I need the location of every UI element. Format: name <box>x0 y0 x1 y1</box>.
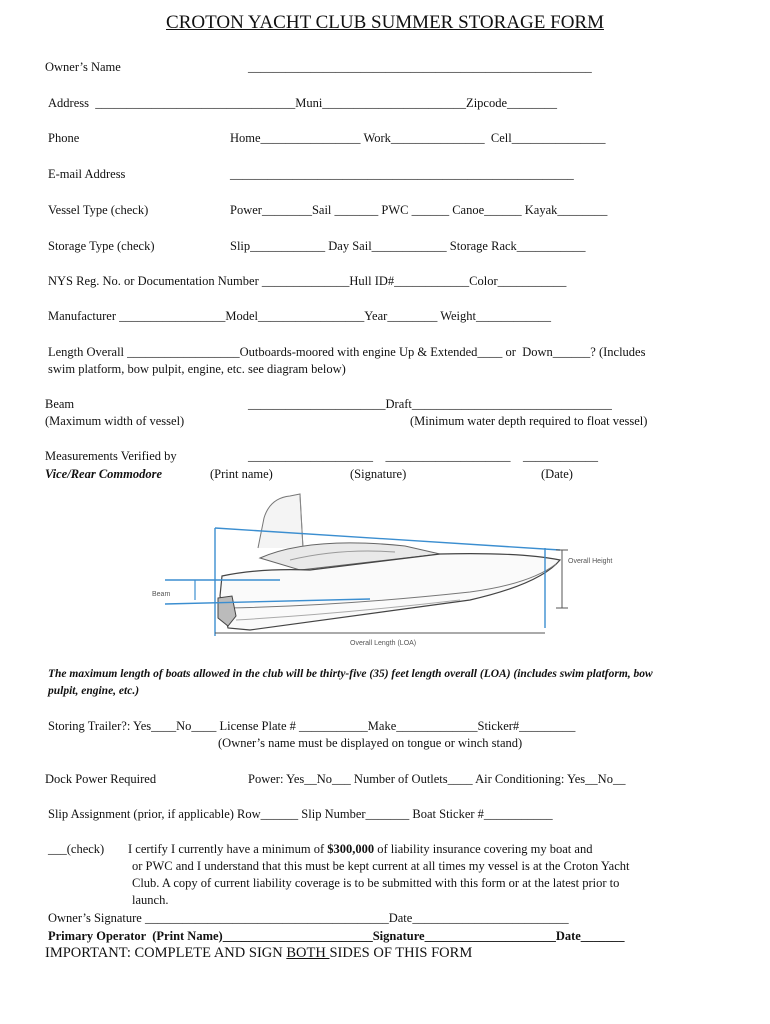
commodore-role: Vice/Rear Commodore <box>45 467 163 481</box>
manufacturer-line[interactable]: Manufacturer _________________Model_________________Year________ Weight____________ <box>48 309 552 323</box>
vessel-type-fields[interactable]: Power________Sail _______ PWC ______ Canoe______ Kayak________ <box>230 203 608 217</box>
owner-signature-line[interactable]: Owner’s Signature _______________________________________Date_________________________ <box>48 911 569 925</box>
beam-note: (Maximum width of vessel) <box>45 414 185 428</box>
boat-diagram <box>140 488 630 653</box>
length-overall-line[interactable]: Length Overall __________________Outboards-moored with engine Up & Extended____ or Down______? (Includes <box>48 345 646 359</box>
certify-line-2: or PWC and I understand that this must be kept current at all times my vessel is at the Croton Yacht <box>132 859 630 873</box>
beam-label: Beam <box>45 397 75 411</box>
address-line[interactable]: Address ________________________________Muni_______________________Zipcode________ <box>48 96 558 110</box>
owner-name-label: Owner’s Name <box>45 60 121 74</box>
certify-line-4: launch. <box>132 893 169 907</box>
trailer-note: (Owner’s name must be displayed on tongue or winch stand) <box>218 736 523 750</box>
print-name-caption: (Print name) <box>210 467 273 481</box>
phone-label: Phone <box>48 131 80 145</box>
email-field[interactable]: _______________________________________________________ <box>230 167 574 181</box>
draft-note: (Minimum water depth required to float vessel) <box>410 414 648 428</box>
measurements-label: Measurements Verified by <box>45 449 177 463</box>
overall-height-label: Overall Height <box>568 558 613 565</box>
phone-fields[interactable]: Home________________ Work_______________ Cell_______________ <box>230 131 606 145</box>
trailer-line[interactable]: Storing Trailer?: Yes____No____ License Plate # ___________Make_____________Sticker#_________ <box>48 719 576 733</box>
date-caption: (Date) <box>541 467 573 481</box>
dock-power-fields[interactable]: Power: Yes__No___ Number of Outlets____ Air Conditioning: Yes__No__ <box>248 772 626 786</box>
storage-type-label: Storage Type (check) <box>48 239 155 253</box>
hull <box>220 554 560 630</box>
certify-line-3: Club. A copy of current liability coverage is to be submitted with this form or at the latest prior to <box>132 876 620 890</box>
signature-caption: (Signature) <box>350 467 407 481</box>
overall-length-label: Overall Length (LOA) <box>350 640 417 647</box>
form-title: CROTON YACHT CLUB SUMMER STORAGE FORM <box>166 12 604 33</box>
beam-diagram-label: Beam <box>152 591 171 598</box>
radar-arch <box>258 494 303 548</box>
max-length-note-1: The maximum length of boats allowed in the club will be thirty-five (35) feet length overall (LOA) (includes swim platform, bow <box>48 668 653 680</box>
email-label: E-mail Address <box>48 167 126 181</box>
registration-line[interactable]: NYS Reg. No. or Documentation Number ______________Hull ID#____________Color___________ <box>48 274 567 288</box>
length-overall-note: swim platform, bow pulpit, engine, etc. see diagram below) <box>48 362 346 376</box>
dock-power-label: Dock Power Required <box>45 772 157 786</box>
slip-assignment-line[interactable]: Slip Assignment (prior, if applicable) Row______ Slip Number_______ Boat Sticker #___________ <box>48 807 553 821</box>
max-length-note-2: pulpit, engine, etc.) <box>48 685 140 697</box>
certify-line-1: I certify I currently have a minimum of $300,000 of liability insurance covering my boat and <box>128 842 593 856</box>
primary-operator-line[interactable]: Primary Operator (Print Name)________________________Signature_____________________Date_______ <box>48 929 625 943</box>
beam-draft-fields[interactable]: ______________________Draft________________________________ <box>248 397 612 411</box>
measurements-blanks[interactable]: ____________________ ____________________ ____________ <box>248 449 598 463</box>
vessel-type-label: Vessel Type (check) <box>48 203 149 217</box>
certify-check[interactable]: ___(check) <box>48 842 105 856</box>
footer-important: IMPORTANT: COMPLETE AND SIGN BOTH SIDES OF THIS FORM <box>45 945 473 961</box>
owner-name-field[interactable]: _______________________________________________________ <box>248 60 592 74</box>
storage-type-fields[interactable]: Slip____________ Day Sail____________ Storage Rack___________ <box>230 239 586 253</box>
